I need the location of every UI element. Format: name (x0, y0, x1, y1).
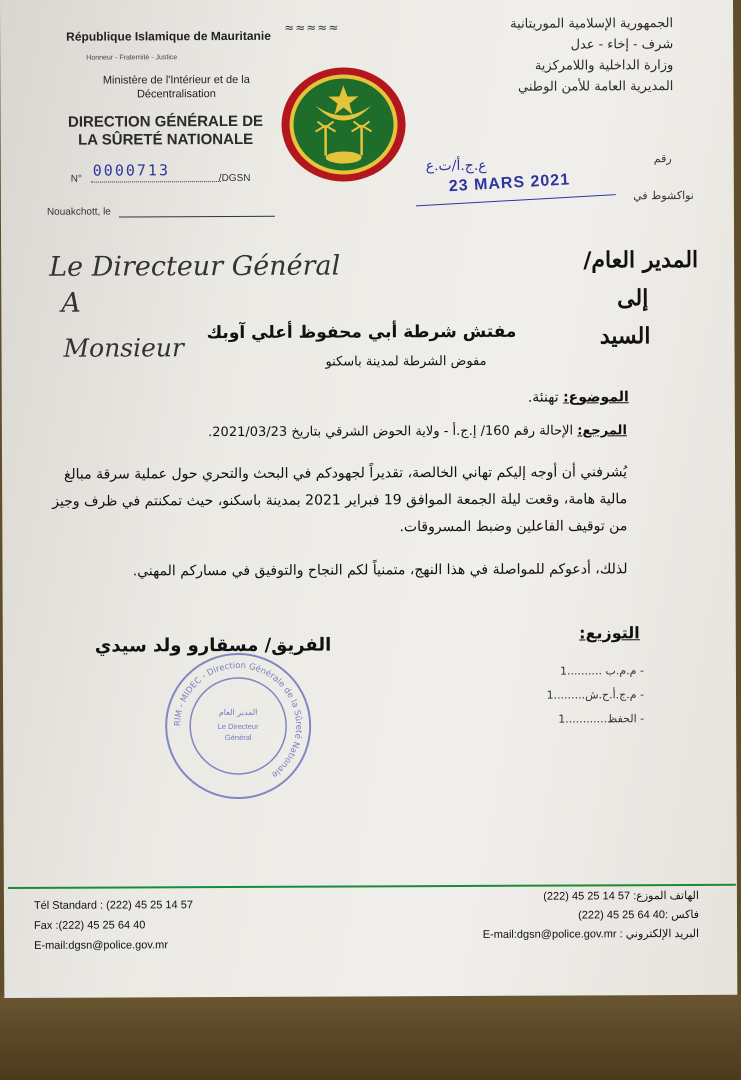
addressee-fr-line2: A (61, 287, 81, 319)
footer-email-ar: البريد الإلكتروني : E-mail:dgsn@police.gov.mr (482, 927, 700, 941)
footer-phone-ar: الهاتف الموزع: 57 14 25 45 (222) (543, 889, 699, 903)
body-paragraph-1: يُشرفني أن أوجه إليكم تهاني الخالصة، تقديراً لجهودكم في البحث والتحري حول عملية سرقة مبالغ مالية هامة، وقعت ليلة الجمعة الموافق 19 فبراير 2021 بمدينة باسكنو، حيث تمكنتم في ظرف وجيز من توقيف الفاعلين وضبط المسروقات. (52, 464, 628, 536)
arabic-date-label: نواكشوط في (633, 188, 694, 203)
official-seal-icon (163, 651, 314, 802)
ministry-name: Ministère de l'Intérieur et de la Décentralisation (102, 73, 250, 101)
arabic-ref-label: رقم (653, 152, 672, 166)
arabic-motto: شرف - إخاء - عدل (570, 37, 674, 53)
letter-number: 0000713 (92, 161, 171, 180)
number-suffix: /DGSN (218, 172, 251, 185)
national-emblem-icon (279, 65, 408, 184)
arabic-header (413, 13, 673, 98)
addressee-ar-to: إلى (617, 285, 649, 312)
subject-value: تهنئة. (527, 389, 559, 406)
seal-ring-text: RIM - MIDEC - Direction Générale de la Sûreté Nationale (173, 660, 304, 780)
signatory: الفريق/ مسقارو ولد سيدي (94, 634, 332, 657)
place-date-line (119, 216, 275, 218)
table-surface (0, 995, 741, 1080)
subject-label: الموضوع: (563, 389, 629, 406)
arabic-republic-name: الجمهورية الإسلامية الموريتانية (510, 16, 674, 32)
addressee-fr-line1: Le Directeur Général (49, 250, 341, 283)
footer-fax: Fax :(222) 45 25 64 40 (34, 919, 146, 932)
footer-contact-fr (34, 895, 193, 956)
addressee-ar-sir: السيد (599, 323, 651, 350)
arabic-ministry-name: وزارة الداخلية واللامركزية (534, 58, 674, 74)
distribution-title: التوزيع: (579, 623, 640, 643)
number-label: N° (70, 173, 83, 185)
subject-line (528, 389, 629, 405)
place-date-label: Nouakchott, le (46, 206, 111, 218)
motto: Honneur - Fraternité - Justice (86, 54, 178, 62)
handwritten-reference: ع.ج.أ/ت.ع (425, 157, 487, 175)
direction-name: DIRECTION GÉNÉRALE DE LA SÛRETÉ NATIONALE (67, 112, 264, 149)
footer-phone: Tél Standard : (222) 45 25 14 57 (33, 899, 193, 912)
list-item: - م.ج.أ.ح.ش.........1 (546, 688, 645, 702)
body-paragraph-2: لذلك، أدعوكم للمواصلة في هذا النهج، متمنياً لكم النجاح والتوفيق في مساركم المهني. (132, 561, 628, 580)
seal-center-ar: المدير العام (218, 707, 258, 718)
addressee-name: مفتش شرطة أبي محفوظ أعلي آوبك (206, 321, 517, 344)
list-item: - الحفظ............1 (558, 712, 645, 726)
seal-center-fr1: Le Directeur (217, 721, 259, 732)
footer-email: E-mail:dgsn@police.gov.mr (34, 939, 168, 952)
addressee-position: مفوض الشرطة لمدينة باسكنو (325, 353, 487, 370)
distribution-list (464, 659, 644, 732)
footer-fax-ar: فاكس :40 64 25 45 (222) (578, 908, 700, 922)
date-stamp: 23 MARS 2021 (448, 171, 571, 196)
reference-line (208, 423, 627, 440)
addressee-ar-dg: المدير العام/ (583, 246, 699, 274)
arabic-direction-name: المديرية العامة للأمن الوطني (517, 79, 674, 95)
list-item: - م.م.ب ..........1 (559, 664, 644, 678)
reference-value: الإحالة رقم 160/ إ.ج.أ - ولاية الحوض الشرقي بتاريخ 2021/03/23. (208, 423, 574, 441)
footer-contact-ar (482, 887, 699, 945)
reference-label: المرجع: (577, 423, 627, 439)
number-underline (91, 181, 221, 183)
redacted-scribble: ≈≈≈≈≈ (284, 20, 340, 35)
seal-center-fr2: Général (224, 732, 252, 743)
republic-name: République Islamique de Mauritanie (66, 28, 271, 44)
date-stamp-underline (416, 194, 616, 206)
addressee-fr-line3: Monsieur (63, 333, 185, 363)
